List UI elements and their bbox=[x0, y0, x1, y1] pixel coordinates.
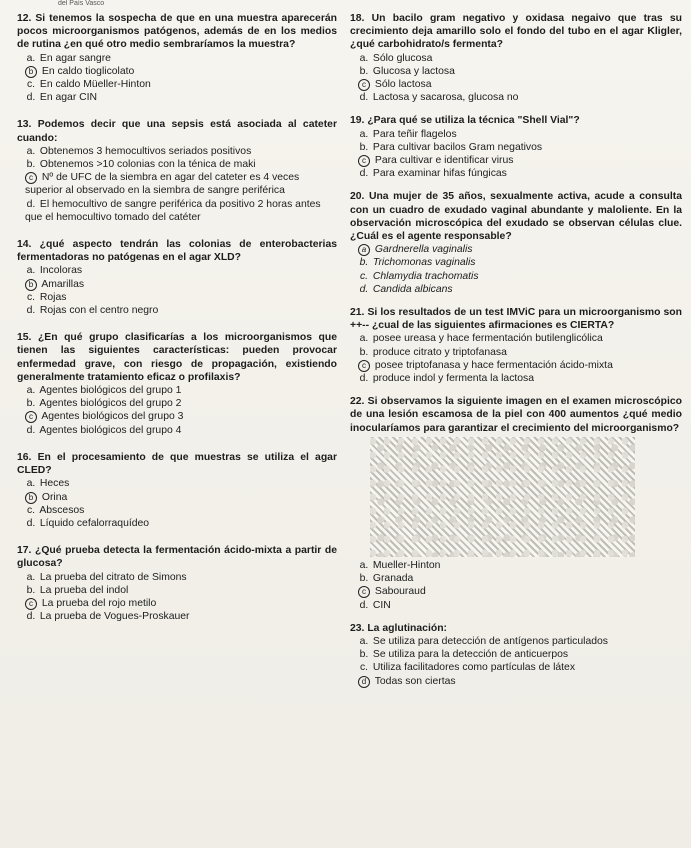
question bbox=[350, 306, 682, 385]
answer-option[interactable] bbox=[17, 424, 337, 437]
option-text: El hemocultivo de sangre periférica da positivo 2 horas antes que el hemocultivo tomado del catéter bbox=[25, 198, 321, 223]
option-letter: c. bbox=[26, 291, 36, 303]
option-text: Heces bbox=[37, 478, 70, 490]
question bbox=[350, 114, 682, 180]
option-text: Nº de UFC de la siembra en agar del cateter es 4 veces superior al observado en la siembra de sangre periférica bbox=[25, 172, 300, 197]
selected-answer-marker: c bbox=[25, 598, 37, 610]
option-text: produce indol y fermenta la lactosa bbox=[370, 373, 535, 385]
answer-option[interactable] bbox=[350, 572, 682, 585]
question-stem: 14. ¿qué aspecto tendrán las colonias de enterobacterias fermentadoras no patógenas en el agar XLD? bbox=[17, 239, 337, 264]
answer-option[interactable] bbox=[350, 283, 682, 296]
option-text: Se utiliza para la detección de anticuerpos bbox=[370, 649, 569, 661]
option-text: produce citrato y triptofanasa bbox=[370, 346, 507, 358]
option-text: Chlamydia trachomatis bbox=[370, 270, 479, 282]
selected-answer-marker: c bbox=[358, 79, 370, 91]
answer-option[interactable] bbox=[17, 597, 337, 610]
answer-option[interactable] bbox=[350, 332, 682, 345]
option-text: En agar sangre bbox=[37, 52, 111, 64]
option-letter: b. bbox=[359, 257, 369, 269]
answer-option[interactable] bbox=[17, 52, 337, 65]
option-letter: d. bbox=[359, 168, 369, 180]
selected-answer-marker: b bbox=[25, 279, 37, 291]
option-letter: a. bbox=[26, 571, 36, 583]
question-stem: 23. La aglutinación: bbox=[350, 622, 447, 634]
selected-answer-marker: c bbox=[358, 155, 370, 167]
selected-answer-marker: d bbox=[358, 676, 370, 688]
option-text: Líquido cefalorraquídeo bbox=[37, 517, 150, 529]
option-text: La prueba de Vogues-Proskauer bbox=[37, 611, 190, 623]
question-stem: 19. ¿Para qué se utiliza la técnica "Shell Vial"? bbox=[350, 115, 580, 127]
option-text: En agar CIN bbox=[37, 92, 98, 104]
answer-option[interactable] bbox=[17, 145, 337, 158]
option-letter: c. bbox=[359, 270, 369, 282]
option-text: posee triptofanasa y hace fermentación ácido-mixta bbox=[372, 359, 613, 371]
option-letter: c. bbox=[26, 79, 36, 91]
selected-answer-marker: b bbox=[25, 66, 37, 78]
option-text: Agentes biológicos del grupo 2 bbox=[37, 398, 182, 410]
option-text: Para examinar hifas fúngicas bbox=[370, 168, 507, 180]
answer-option[interactable] bbox=[350, 359, 682, 372]
question bbox=[350, 190, 682, 296]
option-letter: d. bbox=[359, 373, 369, 385]
answer-option[interactable] bbox=[350, 675, 682, 688]
answer-option[interactable] bbox=[350, 372, 682, 385]
option-letter: d. bbox=[359, 283, 369, 295]
option-text: Sólo glucosa bbox=[370, 52, 433, 64]
header-text: del País Vasco bbox=[58, 0, 105, 7]
option-text: Rojas con el centro negro bbox=[37, 305, 159, 317]
question bbox=[350, 395, 682, 611]
option-letter: a. bbox=[26, 478, 36, 490]
answer-option[interactable] bbox=[17, 517, 337, 530]
answer-option[interactable] bbox=[350, 661, 682, 674]
question bbox=[350, 12, 682, 104]
option-text: Candida albicans bbox=[370, 283, 453, 295]
answer-option[interactable] bbox=[17, 171, 337, 197]
answer-option[interactable] bbox=[17, 158, 337, 171]
option-text: Mueller-Hinton bbox=[370, 559, 441, 571]
option-letter: d. bbox=[26, 517, 36, 529]
selected-answer-marker: c bbox=[25, 172, 37, 184]
option-text: Glucosa y lactosa bbox=[370, 65, 455, 77]
answer-option[interactable] bbox=[350, 346, 682, 359]
option-text: Para cultivar e identificar virus bbox=[372, 155, 514, 167]
answer-option[interactable] bbox=[17, 91, 337, 104]
answer-option[interactable] bbox=[17, 278, 337, 291]
option-text: Utiliza facilitadores como partículas de látex bbox=[370, 662, 576, 674]
question-stem: 18. Un bacilo gram negativo y oxidasa negaivo que tras su crecimiento deja amarillo solo el fondo del tubo en el agar Kligler, ¿qué carbohidrato/s fermenta? bbox=[350, 13, 682, 51]
option-text: Para teñir flagelos bbox=[370, 128, 457, 140]
option-letter: a. bbox=[359, 52, 369, 64]
option-letter: c. bbox=[359, 662, 369, 674]
option-text: Rojas bbox=[37, 291, 67, 303]
question-stem: 21. Si los resultados de un test IMViC para un microorganismo son ++-- ¿cual de las siguientes afirmaciones es CIERTA? bbox=[350, 307, 682, 332]
option-letter: d. bbox=[359, 599, 369, 611]
option-text: La prueba del indol bbox=[37, 584, 129, 596]
question bbox=[17, 118, 337, 224]
option-letter: a. bbox=[26, 145, 36, 157]
option-letter: a. bbox=[359, 635, 369, 647]
option-text: Todas son ciertas bbox=[372, 675, 456, 687]
answer-option[interactable] bbox=[350, 256, 682, 269]
option-text: CIN bbox=[370, 599, 391, 611]
answer-option[interactable] bbox=[17, 504, 337, 517]
question bbox=[17, 451, 337, 530]
answer-option[interactable] bbox=[350, 648, 682, 661]
question bbox=[17, 238, 337, 317]
answer-option[interactable] bbox=[350, 141, 682, 154]
answer-option[interactable] bbox=[17, 264, 337, 277]
selected-answer-marker: c bbox=[25, 411, 37, 423]
answer-option[interactable] bbox=[17, 491, 337, 504]
option-text: Gardnerella vaginalis bbox=[372, 244, 473, 256]
option-text: Incoloras bbox=[37, 265, 83, 277]
question-stem: 17. ¿Qué prueba detecta la fermentación ácido-mixta a partir de glucosa? bbox=[17, 545, 337, 570]
option-letter: d. bbox=[26, 198, 36, 210]
option-text: La prueba del rojo metilo bbox=[39, 597, 157, 609]
option-letter: a. bbox=[26, 265, 36, 277]
question-stem: 13. Podemos decir que una sepsis está asociada al cateter cuando: bbox=[17, 119, 337, 144]
answer-option[interactable] bbox=[17, 477, 337, 490]
option-letter: b. bbox=[359, 649, 369, 661]
answer-option[interactable] bbox=[350, 585, 682, 598]
option-letter: a. bbox=[359, 333, 369, 345]
selected-answer-marker: c bbox=[358, 586, 370, 598]
option-text: Para cultivar bacilos Gram negativos bbox=[370, 141, 543, 153]
answer-option[interactable] bbox=[17, 304, 337, 317]
option-text: Sólo lactosa bbox=[372, 79, 432, 91]
option-letter: d. bbox=[26, 424, 36, 436]
question bbox=[17, 544, 337, 623]
question bbox=[17, 331, 337, 437]
question-stem: 12. Si tenemos la sospecha de que en una muestra aparecerán pocos microorganismos patógenos, además de en los medios de rutina ¿en qué otro medio sembraríamos la muestra? bbox=[17, 13, 337, 51]
answer-option[interactable] bbox=[350, 78, 682, 91]
option-letter: d. bbox=[26, 305, 36, 317]
option-text: La prueba del citrato de Simons bbox=[37, 571, 187, 583]
option-letter: b. bbox=[26, 584, 36, 596]
question-stem: 16. En el procesamiento de que muestras se utiliza el agar CLED? bbox=[17, 451, 337, 477]
option-text: Agentes biológicos del grupo 3 bbox=[39, 411, 184, 423]
option-letter: d. bbox=[26, 611, 36, 623]
answer-option[interactable] bbox=[17, 291, 337, 304]
question bbox=[17, 12, 337, 104]
question bbox=[350, 622, 682, 688]
answer-option[interactable] bbox=[350, 635, 682, 648]
answer-option[interactable] bbox=[350, 65, 682, 78]
option-text: Amarillas bbox=[39, 278, 85, 290]
answer-option[interactable] bbox=[350, 91, 682, 104]
option-text: Granada bbox=[370, 573, 414, 585]
answer-option[interactable] bbox=[17, 384, 337, 397]
option-letter: b. bbox=[26, 159, 36, 171]
option-letter: b. bbox=[359, 65, 369, 77]
answer-option[interactable] bbox=[17, 198, 337, 224]
right-column bbox=[350, 12, 682, 696]
answer-option[interactable] bbox=[17, 397, 337, 410]
option-text: Obtenemos >10 colonias con la ténica de maki bbox=[37, 159, 256, 171]
option-text: posee ureasa y hace fermentación butilenglicólica bbox=[370, 333, 603, 345]
option-letter: b. bbox=[359, 141, 369, 153]
answer-option[interactable] bbox=[350, 559, 682, 572]
option-letter: b. bbox=[359, 573, 369, 585]
option-text: Orina bbox=[39, 491, 68, 503]
microscopy-image bbox=[370, 437, 635, 557]
question-stem: 20. Una mujer de 35 años, sexualmente activa, acude a consulta con un cuadro de exudado vaginal abundante y maloliente. En la observación microscópica del exudado se observan células clue. ¿Cuál es el agente responsable? bbox=[350, 191, 682, 243]
option-letter: a. bbox=[359, 559, 369, 571]
answer-option[interactable] bbox=[350, 128, 682, 141]
left-column bbox=[17, 12, 337, 631]
answer-option[interactable] bbox=[17, 410, 337, 423]
option-text: En caldo Müeller-Hinton bbox=[37, 79, 151, 91]
answer-option[interactable] bbox=[350, 167, 682, 180]
option-text: Trichomonas vaginalis bbox=[370, 257, 476, 269]
option-letter: c. bbox=[26, 504, 36, 516]
answer-option[interactable] bbox=[350, 599, 682, 612]
answer-option[interactable] bbox=[17, 78, 337, 91]
option-letter: a. bbox=[359, 128, 369, 140]
answer-option[interactable] bbox=[17, 610, 337, 623]
option-text: Lactosa y sacarosa, glucosa no bbox=[370, 92, 519, 104]
option-text: Sabouraud bbox=[372, 586, 426, 598]
option-text: Se utiliza para detección de antígenos particulados bbox=[370, 635, 608, 647]
question-stem: 15. ¿En qué grupo clasificarías a los microorganismos que tienen las siguientes características: pueden provocar enfermedad grave, con riesgo de propagación, existiendo generalmente tratamiento eficaz o profilaxis? bbox=[17, 332, 337, 383]
option-text: Obtenemos 3 hemocultivos seriados positivos bbox=[37, 145, 252, 157]
answer-option[interactable] bbox=[17, 65, 337, 78]
option-text: Abscesos bbox=[37, 504, 85, 516]
option-letter: a. bbox=[26, 52, 36, 64]
answer-option[interactable] bbox=[350, 154, 682, 167]
option-letter: b. bbox=[359, 346, 369, 358]
option-text: Agentes biológicos del grupo 1 bbox=[37, 385, 182, 397]
selected-answer-marker: b bbox=[25, 492, 37, 504]
option-letter: b. bbox=[26, 398, 36, 410]
answer-option[interactable] bbox=[350, 243, 682, 256]
option-letter: a. bbox=[26, 385, 36, 397]
option-letter: d. bbox=[359, 92, 369, 104]
answer-option[interactable] bbox=[350, 270, 682, 283]
option-text: En caldo tioglicolato bbox=[39, 65, 135, 77]
answer-option[interactable] bbox=[17, 584, 337, 597]
answer-option[interactable] bbox=[350, 52, 682, 65]
answer-option[interactable] bbox=[17, 571, 337, 584]
selected-answer-marker: a bbox=[358, 244, 370, 256]
option-letter: d. bbox=[26, 92, 36, 104]
question-stem: 22. Si observamos la siguiente imagen en el examen microscópico de una lesión escamosa de la piel con 400 aumentos ¿qué medio inocularíamos para garantizar el crecimiento del microorganismo? bbox=[350, 396, 682, 434]
selected-answer-marker: c bbox=[358, 360, 370, 372]
option-text: Agentes biológicos del grupo 4 bbox=[37, 424, 182, 436]
